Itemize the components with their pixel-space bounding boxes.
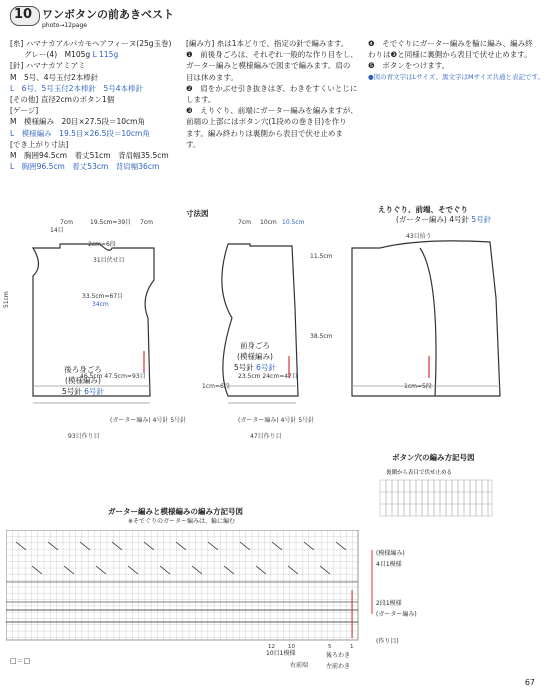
step-2-b: します。 [186,95,216,105]
step-3-d: す。 [186,139,201,149]
svg-text:(ガーター編み) 4号針 5号針: (ガーター編み) 4号針 5号針 [238,417,315,424]
svg-text:2cm=6段: 2cm=6段 [88,241,116,248]
size-note: ●図の青文字はLサイズ、黒文字はMサイズ共通と表記です。 [368,72,545,81]
back-neck-dim: 19.5cm=39目 [90,219,132,226]
svg-text:14目: 14目 [50,227,64,234]
other-text: 直径2cmのボタン1個 [40,95,115,105]
svg-text:1: 1 [350,644,354,650]
step-1-c: 目は休めます。 [186,72,238,82]
svg-text:11.5cm: 11.5cm [310,253,333,260]
svg-text:31目伏せ目: 31目伏せ目 [93,257,125,264]
needle-label: [針] [10,61,24,71]
step-1-b: ガーター編みと模様編みで図まで編みます。肩の [186,61,351,71]
edge-title: えりぐり、前端、そでぐり [378,205,468,214]
method [186,38,358,150]
svg-text:5: 5 [328,644,332,650]
gauge-label: [ゲージ] [10,106,39,116]
chart-legend-pattern: (模様編み) 4目1模様 [376,550,405,569]
svg-text:46.5cm 47.5cm=93目: 46.5cm 47.5cm=93目 [80,373,146,380]
stitch-chart [6,530,376,668]
pattern-number: 10 [14,7,33,22]
svg-text:23.5cm 24cm=47目: 23.5cm 24cm=47目 [238,373,298,380]
back-label: 後ろ身ごろ (模様編み) 5号針 6号針 [62,365,104,397]
chart-direction: 右前端 [290,662,309,669]
step-3-a: ❸ えりぐり、前端にガーター編みを編みますが、 [186,106,358,116]
chart-cast-on: (作り目) [376,638,399,645]
svg-text:47目作り目: 47目作り目 [250,433,282,440]
svg-text:33.5cm=67目: 33.5cm=67目 [82,293,124,300]
needle-maker: ハマナカアミアミ [25,61,86,71]
step-2-a: ❷ 肩をかぶせ引き抜きはぎ、わきをすくいとじに [186,83,358,93]
svg-text:10cm: 10cm [260,219,277,226]
chart-direction-2: 後ろわき 左前わき [326,652,351,671]
other-label: [その他] [10,95,39,105]
needle-m: M 5号、4号玉付2本棒針 [10,72,99,82]
svg-text:43目拾う: 43目拾う [406,233,432,240]
method-2 [368,38,544,83]
chart-note: ※そでぐりのガーター編みは、輪に編む [128,518,236,525]
svg-text:93目作り目: 93目作り目 [68,433,100,440]
photo-reference: photo→12page [42,22,87,29]
svg-text:7cm: 7cm [238,219,251,226]
schematic-diagram [0,218,559,454]
svg-text:51cm: 51cm [3,291,10,308]
svg-text:10.5cm: 10.5cm [282,219,305,226]
legend-symbol: □＝□ [10,657,31,665]
front-label: 前身ごろ (模様編み) 5号針 6号針 [234,341,276,373]
svg-text:10: 10 [288,644,295,650]
back-shoulder-dim: 7cm [60,219,73,226]
step-5: ❺ ボタンをつけます。 [368,61,450,71]
vest-outline [352,241,500,396]
chart-legend-garter: 2段1模様 (ガーター編み) [376,600,417,619]
page-number: 67 [524,678,535,687]
step-1-a: ❶ 前後身ごろは、それぞれ一般的な作り目をし、 [186,50,358,60]
size-label: [でき上がり寸法] [10,139,69,149]
svg-text:7cm: 7cm [140,219,153,226]
step-3-b: 前端の上部にはボタン穴(1段めの巻き目)を作り [186,117,347,127]
buttonhole-chart [376,466,516,526]
step-3-c: ます。編み終わりは裏側から表目で伏せ止めま [186,128,343,138]
svg-text:34cm: 34cm [92,301,109,308]
chart-title: ガーター編みと模様編みの編み方記号図 [108,507,243,516]
svg-text:12: 12 [268,644,275,650]
yarn-text: ハマナカアルパカモヘアフィーヌ(25g玉巻) [25,39,172,48]
yarn-amount-l: L 115g [92,50,119,60]
gauge-m: M 模様編み 20目×27.5段＝10cm角 [10,117,145,127]
edge-subtitle: (ガーター編み) 4号針 5号針 [396,215,492,224]
buttonhole-title: ボタン穴の編み方記号図 [392,453,475,462]
svg-text:1cm=5段: 1cm=5段 [404,383,432,390]
pattern-title: ワンボタンの前あきベスト [42,8,174,21]
needle-l: L 6号、5号玉付2本棒針 5号4本棒針 [10,83,144,93]
chart-start-label: 10目1模様 [266,650,296,657]
svg-text:38.5cm: 38.5cm [310,333,333,340]
method-label: [編み方] [186,39,215,48]
step-4-a: ❹ そでぐりにガーター編みを輪に編み、編み終 [368,39,533,48]
dims-title: 寸法図 [186,209,209,218]
method-intro: 糸は1本どりで、指定の針で編みます。 [216,39,349,48]
bh-note: 裏側から表目で伏せ止める [386,470,453,476]
yarn-amount-m: グレー(4) M105g [24,50,91,60]
size-l: L 胸囲96.5cm 着丈53cm 背肩幅36cm [10,162,160,172]
yarn-label: [糸] [10,39,24,48]
front-edge [420,248,436,396]
svg-text:(ガーター編み) 4号針 5号針: (ガーター編み) 4号針 5号針 [110,417,187,424]
svg-text:1cm=6段: 1cm=6段 [202,383,230,390]
step-4-b: わりは❸と同様に裏側から表目で伏せ止めます。 [368,50,532,60]
gauge-l: L 模様編み 19.5目×26.5段＝10cm角 [10,128,150,138]
size-m: M 胸囲94.5cm 着丈51cm 背肩幅35.5cm [10,151,169,161]
materials [10,38,171,172]
